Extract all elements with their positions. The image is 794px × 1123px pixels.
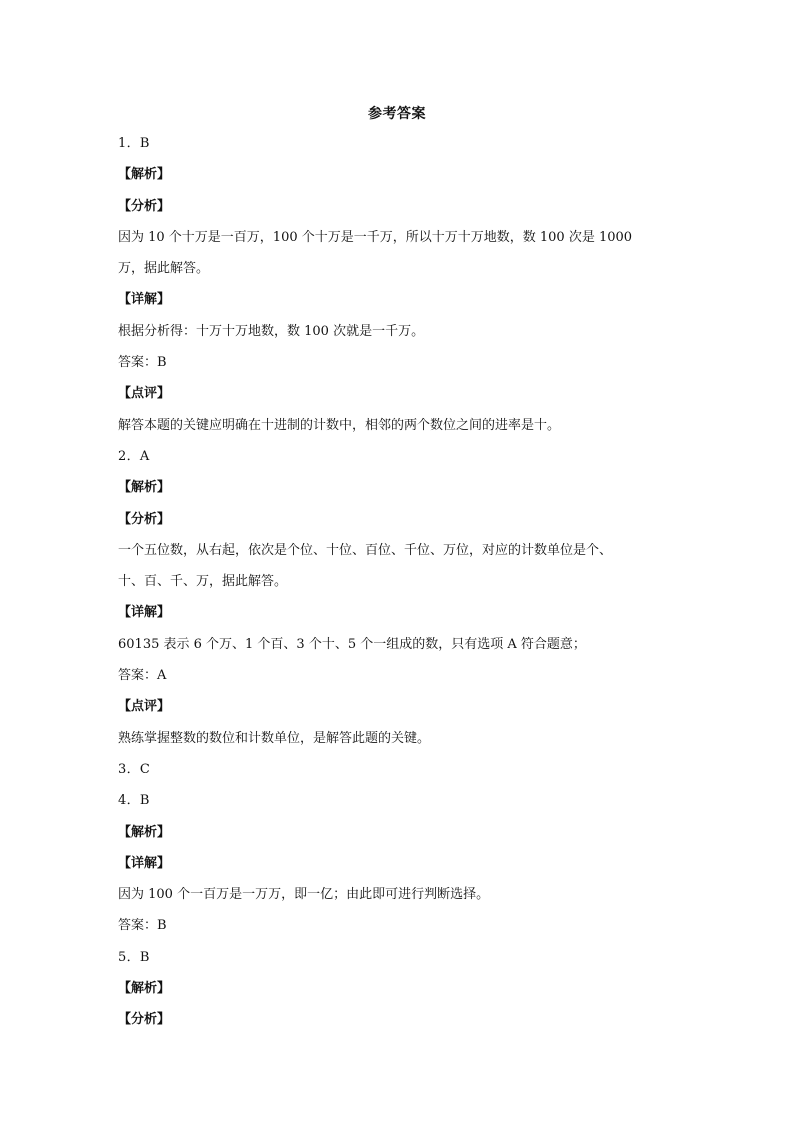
answer-text-line: 答案：B (118, 918, 167, 934)
section-tag: 【分析】 (118, 511, 171, 527)
answer-text-line: 因为 100 个一百万是一万万，即一亿；由此即可进行判断选择。 (118, 887, 490, 903)
question-number: 2．A (118, 448, 150, 464)
section-tag: 【解析】 (118, 824, 171, 840)
answer-text-line: 根据分析得：十万十万地数，数 100 次就是一千万。 (118, 323, 425, 339)
answer-text-line: 解答本题的关键应明确在十进制的计数中，相邻的两个数位之间的进率是十。 (118, 417, 561, 433)
section-tag: 【解析】 (118, 480, 171, 496)
answer-text-line: 60135 表示 6 个万、1 个百、3 个十、5 个一组成的数，只有选项 A 符合题意； (118, 636, 586, 652)
section-tag: 【详解】 (118, 855, 171, 871)
section-tag: 【分析】 (118, 198, 171, 214)
answer-text-line: 熟练掌握整数的数位和计数单位，是解答此题的关键。 (118, 730, 431, 746)
section-tag: 【详解】 (118, 605, 171, 621)
answer-text-line: 万，据此解答。 (118, 261, 210, 277)
section-tag: 【详解】 (118, 292, 171, 308)
answer-text-line: 答案：B (118, 355, 167, 371)
question-number: 5．B (118, 949, 150, 965)
answer-text-line: 一个五位数，从右起，依次是个位、十位、百位、千位、万位，对应的计数单位是个、 (118, 542, 613, 558)
section-tag: 【点评】 (118, 699, 171, 715)
question-number: 1．B (118, 136, 150, 151)
answer-content (118, 134, 678, 1042)
section-tag: 【分析】 (118, 1012, 171, 1028)
answer-text-line: 因为 10 个十万是一百万，100 个十万是一千万，所以十万十万地数，数 100 次是 1000 (118, 229, 633, 245)
page-title: 参考答案 (368, 106, 426, 122)
question-number: 3．C (118, 761, 151, 777)
section-tag: 【点评】 (118, 386, 171, 402)
answer-text-line: 十、百、千、万，据此解答。 (118, 574, 288, 590)
question-number: 4．B (118, 793, 150, 809)
section-tag: 【解析】 (118, 167, 171, 183)
section-tag: 【解析】 (118, 981, 171, 997)
answer-text-line: 答案：A (118, 668, 167, 684)
